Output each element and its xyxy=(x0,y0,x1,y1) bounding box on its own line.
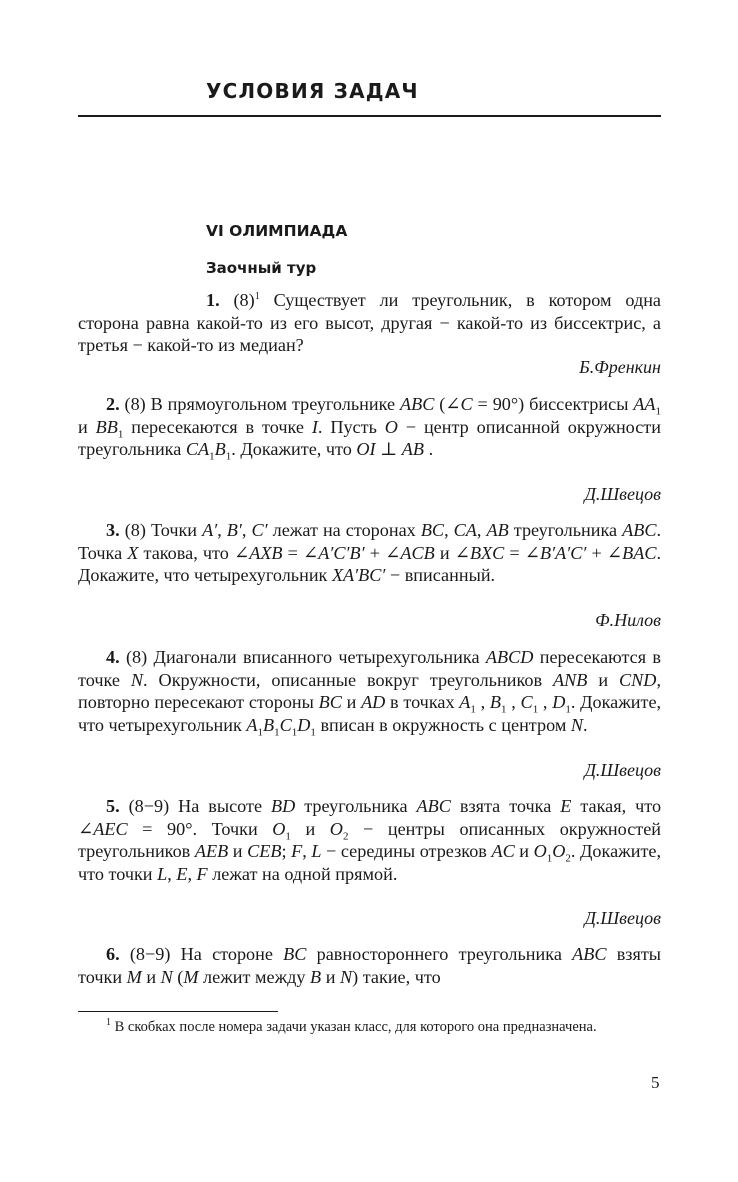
problem-text: и xyxy=(519,841,530,862)
problem-text: На высоте xyxy=(178,796,263,816)
problem-text: . Докажите, что xyxy=(231,439,352,460)
problem-grade: (8) xyxy=(233,290,255,310)
problem-number: 1. xyxy=(206,290,220,310)
problem-number: 2. xyxy=(106,394,120,414)
problem-text: В прямоугольном треугольнике xyxy=(150,394,396,414)
problem-text: Точки xyxy=(150,520,198,540)
problem-text: и xyxy=(598,669,609,690)
chapter-title: УСЛОВИЯ ЗАДАЧ xyxy=(206,79,419,103)
problem-text: − середины отрезков xyxy=(326,841,487,862)
problem-5: 5. (8−9) На высоте BD треугольника ABC взята точка E такая, что ∠AEC = 90°. Точки $O_1$ и $O_2$ − центры описанных окружностей треугольников AEB и CEB; F, L − середины отрезков AC и $O_1O_2$. Докажите, что точки L, E, F лежат на одной прямой. xyxy=(78,796,662,884)
problem-text: . Пусть xyxy=(317,416,377,437)
problem-text: . Точка xyxy=(78,520,662,563)
problem-text: и xyxy=(305,818,316,839)
page-number: 5 xyxy=(651,1073,660,1092)
footnote-mark[interactable]: 1 xyxy=(254,290,260,302)
problem-text: − центры описанных окружностей треугольников xyxy=(78,818,662,862)
problem-grade: (8−9) xyxy=(128,796,170,816)
problem-text: такова, что xyxy=(143,542,229,563)
problem-text: и xyxy=(439,542,450,563)
problem-text: лежит между xyxy=(203,966,306,987)
problem-text: треугольника xyxy=(513,520,618,540)
footnote-text: В скобках после номера задачи указан класс, для которого она предназначена. xyxy=(114,1019,597,1035)
problem-text: и xyxy=(78,416,88,437)
problem-text: в точках xyxy=(390,692,455,713)
tour-title: Заочный тур xyxy=(206,259,317,277)
problem-text: . Окружности, описанные вокруг треугольников xyxy=(143,669,543,690)
problem-text: вписан в окружность с центром xyxy=(320,714,567,735)
problem-text: пересекаются в точке xyxy=(78,647,662,690)
problem-text: и xyxy=(232,841,243,862)
problem-text: Существует ли треугольник, в котором одна сторона равна какой-то из его высот, другая − какой-то из биссектрис, а третья − какой-то из медиан? xyxy=(78,290,662,356)
problem-text: взяты точки xyxy=(78,944,661,987)
problem-text: Диагонали вписанного четырехугольника xyxy=(153,647,480,667)
problem-text: биссектрисы xyxy=(529,394,629,414)
problem-text: . Докажите, что точки xyxy=(78,841,662,884)
problem-text: , повторно пересекают стороны xyxy=(78,669,661,713)
problem-text: . Точки xyxy=(192,818,258,839)
problem-3: 3. (8) Точки A′, B′, C′ лежат на сторонах BC, CA, AB треугольника ABC. Точка X такова, что ∠AXB = ∠A′C′B′ + ∠ACB и ∠BXC = ∠B′A′C′ + ∠BAC. Докажите, что четырехугольник XA′BC′ − вписанный. xyxy=(78,520,662,586)
problem-grade: (8) xyxy=(124,394,146,414)
problem-text: такая, что xyxy=(580,796,662,816)
problem-text: и xyxy=(325,966,336,987)
problem-text: − вписанный. xyxy=(389,565,496,586)
problem-5-author: Д.Швецов xyxy=(584,908,661,928)
problem-text: и xyxy=(346,692,357,713)
header-rule xyxy=(78,115,661,117)
problem-text: пересекаются в точке xyxy=(131,416,304,437)
section-title: VI ОЛИМПИАДА xyxy=(206,222,348,240)
footnote xyxy=(78,1017,661,1037)
problem-number: 3. xyxy=(106,520,120,540)
problem-number: 4. xyxy=(106,647,120,667)
problem-text: . Докажите, что четырехугольник xyxy=(78,692,662,735)
problem-2: 2. (8) В прямоугольном треугольнике ABC (∠C = 90°) биссектрисы $AA_1$ и $BB_1$ пересекаются в точке I. Пусть O − центр описанной окружности треугольника $CA_1B_1$. Докажите, что OI ⊥ AB . xyxy=(78,394,662,463)
problem-number: 5. xyxy=(106,796,120,816)
problem-text: взята точка xyxy=(459,796,552,816)
problem-text: равностороннего треугольника xyxy=(316,944,562,964)
problem-2-author: Д.Швецов xyxy=(584,484,661,504)
problem-grade: (8−9) xyxy=(129,944,171,964)
problem-grade: (8) xyxy=(124,520,146,540)
problem-text: лежат на одной прямой. xyxy=(212,863,398,884)
problem-3-author: Ф.Нилов xyxy=(595,610,661,630)
problem-text: . Докажите, что четырехугольник xyxy=(78,542,661,586)
problem-4-author: Д.Швецов xyxy=(584,760,661,780)
footnote-rule xyxy=(78,1011,278,1012)
problem-text: лежат на сторонах xyxy=(272,520,416,540)
problem-text: На стороне xyxy=(180,944,273,964)
problem-text: ( xyxy=(177,966,184,987)
problem-text: треугольника xyxy=(304,796,408,816)
problem-number: 6. xyxy=(106,944,120,964)
problem-4: 4. (8) Диагонали вписанного четырехугольника ABCD пересекаются в точке N. Окружности, описанные вокруг треугольников ANB и CND, повторно пересекают стороны BC и AD в точках $A_1$ , $B_1$ , $C_1$ , $D_1$. Докажите, что четырехугольник $A_1B_1C_1D_1$ вписан в окружность с центром N. xyxy=(78,647,662,739)
problem-text: ) такие, что xyxy=(352,966,441,987)
problem-1-author: Б.Френкин xyxy=(579,357,661,377)
problem-1 xyxy=(78,289,661,357)
footnote-mark: 1 xyxy=(106,1017,111,1029)
problem-text: и xyxy=(146,966,157,987)
problem-grade: (8) xyxy=(125,647,148,667)
problem-6: 6. (8−9) На стороне BC равностороннего треугольника ABC взяты точки M и N (M лежит между B и N) такие, что xyxy=(78,944,661,987)
problem-text: − центр описанной окружности треугольника xyxy=(78,416,661,460)
